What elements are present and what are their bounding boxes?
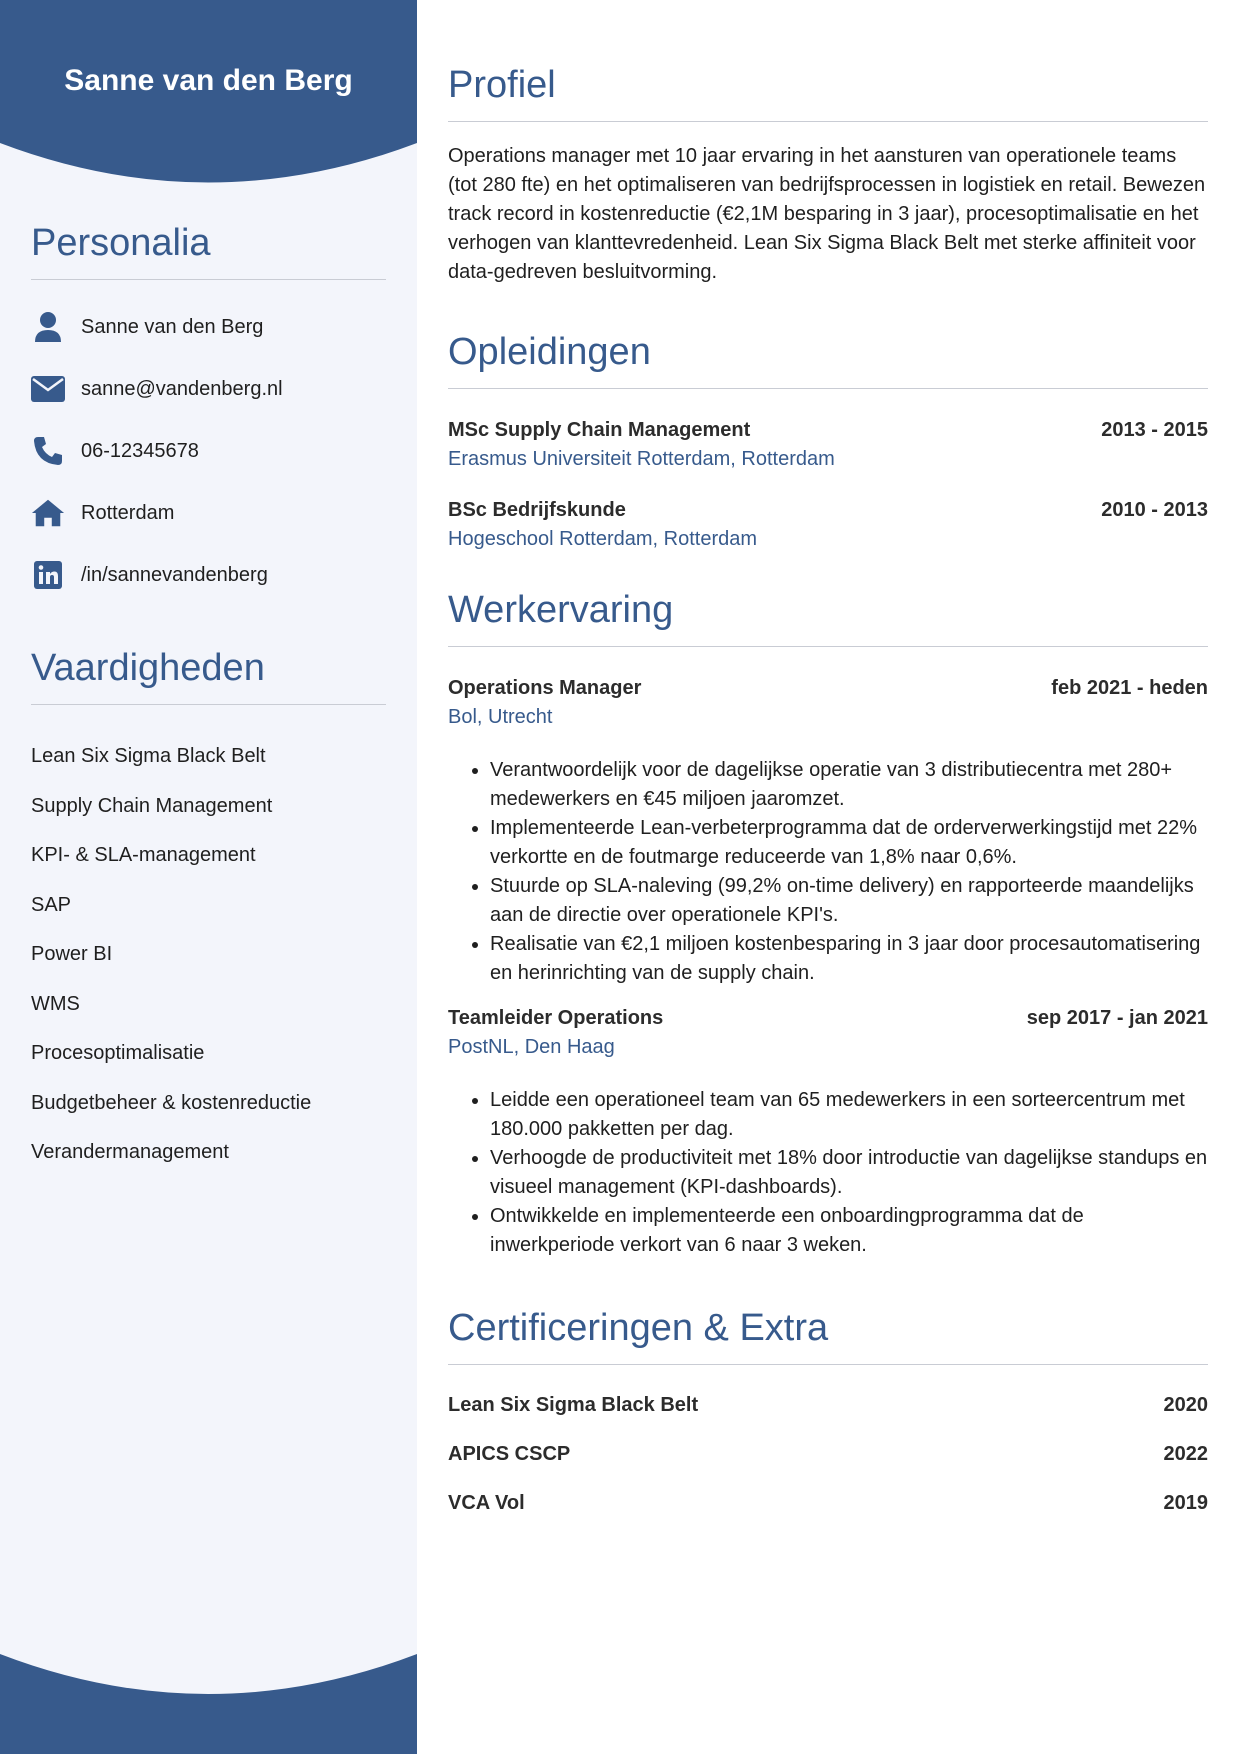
list-item: • Implementeerde Lean-verbeterprogramma dat de orderverwerkingstijd met 22% verkortte en de foutmarge reduceerde van 1,8% naar 0,6%.	[490, 814, 1208, 872]
contact-phone[interactable]	[31, 420, 386, 482]
list-item: Budgetbeheer & kostenreductie	[31, 1091, 312, 1114]
job-date: feb 2021 - heden	[1051, 677, 1208, 699]
skills-heading: Vaardigheden	[31, 647, 386, 705]
certifications-list	[448, 1381, 1208, 1528]
job-date: sep 2017 - jan 2021	[1026, 1007, 1208, 1029]
list-item: Power BI	[31, 943, 113, 965]
job-entry	[448, 677, 1208, 988]
contact-name	[31, 296, 386, 358]
contact-city-text: Rotterdam	[81, 501, 175, 524]
education-institution: Erasmus Universiteit Rotterdam, Rotterdam	[448, 448, 835, 470]
list-item: • Verhoogde de productiviteit met 18% door introductie van dagelijkse standups en visueel management (KPI-dashboards).	[490, 1144, 1208, 1202]
profile-section	[448, 64, 1208, 287]
job-title: Operations Manager	[448, 677, 642, 699]
certification-row	[448, 1479, 1208, 1528]
contact-name-text: Sanne van den Berg	[81, 315, 264, 338]
profile-text: Operations manager met 10 jaar ervaring in het aansturen van operationele teams (tot 280 fte) en het optimaliseren van bedrijfsprocessen in logistiek en retail. Bewezen track record in kostenreductie (€2,1M besparing in 3 jaar), procesoptimalisatie en het verhogen van klanttevredenheid. Lean Six Sigma Black Belt met sterke affiniteit voor data-gedreven besluitvorming.	[448, 145, 1206, 283]
experience-heading: Werkervaring	[448, 589, 1208, 647]
home-icon	[31, 496, 65, 530]
certification-title: Lean Six Sigma Black Belt	[448, 1394, 699, 1416]
list-item: Lean Six Sigma Black Belt	[31, 745, 266, 767]
envelope-icon	[31, 372, 65, 406]
contact-city	[31, 482, 386, 544]
skills-list	[31, 732, 386, 1178]
education-entry	[448, 499, 1208, 551]
contact-phone-text[interactable]: 06-12345678	[81, 439, 199, 462]
education-title: MSc Supply Chain Management	[448, 419, 751, 441]
certifications-heading: Certificeringen & Extra	[448, 1307, 1208, 1365]
list-item: Procesoptimalisatie	[31, 1042, 205, 1064]
list-item: • Verantwoordelijk voor de dagelijkse operatie van 3 distributiecentra met 280+ medewerkers en €45 miljoen jaaromzet.	[490, 756, 1208, 814]
job-bullets	[448, 756, 1208, 988]
list-item: WMS	[31, 992, 80, 1015]
profile-heading: Profiel	[448, 64, 1208, 122]
list-item: • Realisatie van €2,1 miljoen kostenbesparing in 3 jaar door procesautomatisering en herinrichting van de supply chain.	[490, 930, 1208, 988]
contact-list	[31, 296, 386, 606]
list-item: Verandermanagement	[31, 1141, 229, 1163]
personalia-heading: Personalia	[31, 222, 386, 280]
sidebar-header-shape	[0, 0, 417, 200]
experience-section	[448, 589, 1208, 1260]
certification-year: 2019	[1163, 1492, 1208, 1514]
contact-email[interactable]	[31, 358, 386, 420]
education-section	[448, 331, 1208, 551]
contact-linkedin[interactable]	[31, 544, 386, 606]
job-bullets	[448, 1086, 1208, 1260]
certification-row	[448, 1430, 1208, 1479]
sidebar	[0, 0, 417, 1754]
education-title: BSc Bedrijfskunde	[448, 499, 626, 521]
certification-year: 2020	[1163, 1394, 1208, 1416]
certification-title: APICS CSCP	[448, 1443, 571, 1465]
education-entry	[448, 419, 1208, 471]
linkedin-icon	[31, 558, 65, 592]
education-date: 2010 - 2013	[1101, 499, 1208, 521]
education-institution: Hogeschool Rotterdam, Rotterdam	[448, 528, 758, 550]
skills-section	[31, 647, 386, 1178]
job-entry	[448, 1007, 1208, 1260]
list-item: • Leidde een operationeel team van 65 medewerkers in een sorteercentrum met 180.000 pakketten per dag.	[490, 1086, 1208, 1144]
phone-icon	[31, 434, 65, 468]
certification-title: VCA Vol	[448, 1492, 525, 1514]
sidebar-footer-shape	[0, 1654, 417, 1754]
certification-year: 2022	[1163, 1443, 1208, 1465]
contact-linkedin-text[interactable]: /in/sannevandenberg	[81, 563, 268, 586]
list-item: • Ontwikkelde en implementeerde een onboardingprogramma dat de inwerkperiode verkort van 6 naar 3 weken.	[490, 1202, 1208, 1260]
candidate-name: Sanne van den Berg	[64, 64, 353, 97]
job-company: PostNL, Den Haag	[448, 1036, 615, 1058]
contact-email-text[interactable]: sanne@vandenberg.nl	[81, 377, 283, 400]
list-item: Supply Chain Management	[31, 794, 273, 817]
list-item: SAP	[31, 893, 72, 916]
certifications-section	[448, 1307, 1208, 1528]
job-company: Bol, Utrecht	[448, 706, 553, 728]
list-item: • Stuurde op SLA-naleving (99,2% on-time delivery) en rapporteerde maandelijks aan de directie over operationele KPI's.	[490, 872, 1208, 930]
education-heading: Opleidingen	[448, 331, 1208, 389]
person-icon	[31, 310, 65, 344]
certification-row	[448, 1381, 1208, 1430]
job-title: Teamleider Operations	[448, 1007, 664, 1029]
education-date: 2013 - 2015	[1101, 419, 1208, 441]
list-item: KPI- & SLA-management	[31, 844, 256, 866]
personalia-section	[31, 222, 386, 606]
